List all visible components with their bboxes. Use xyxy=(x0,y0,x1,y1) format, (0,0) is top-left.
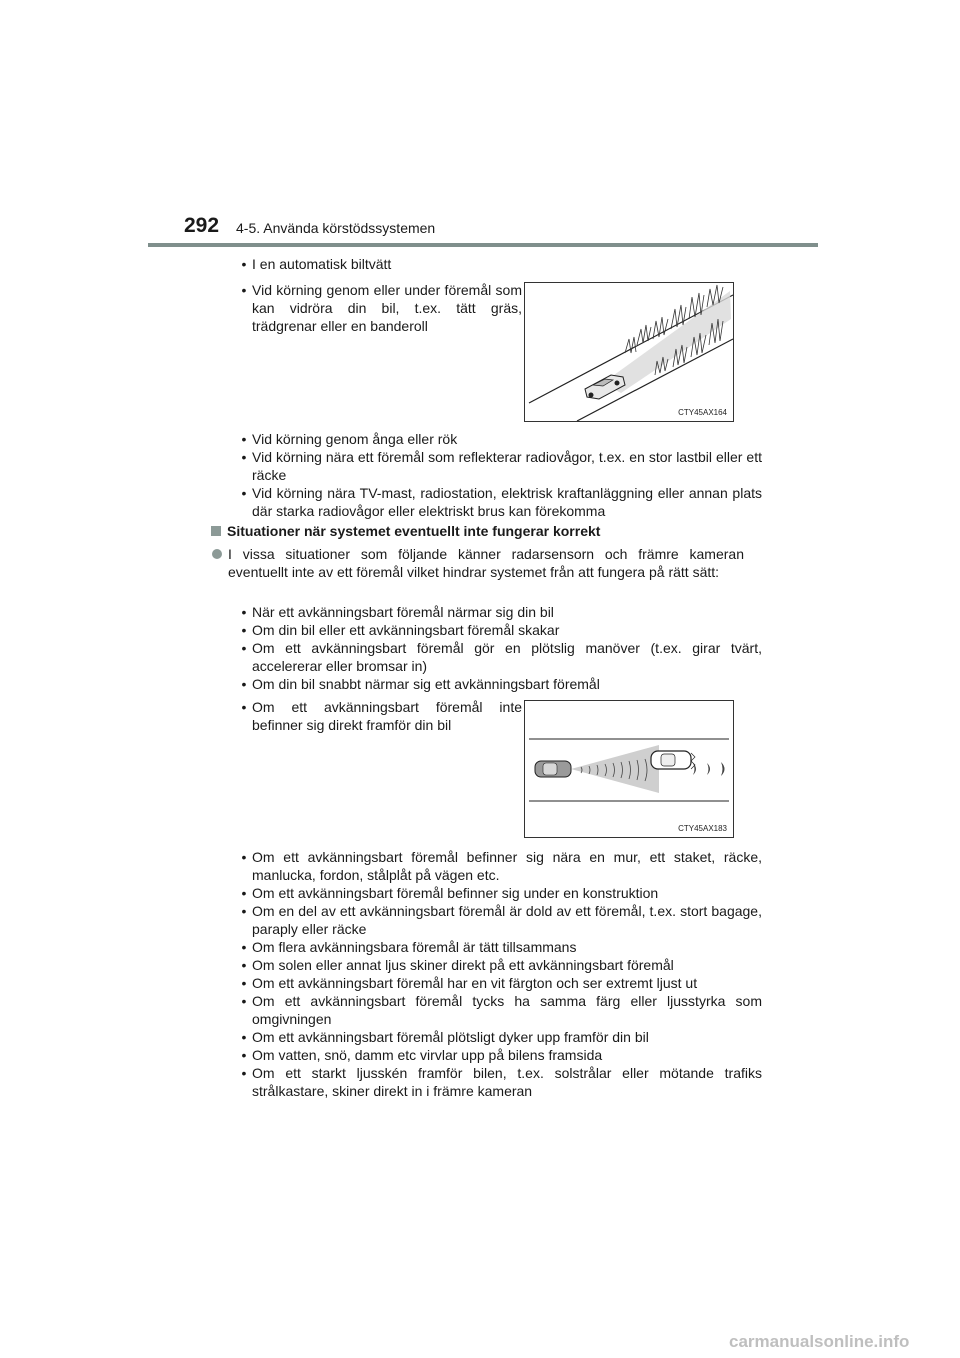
list-item: • Om ett avkänningsbart föremål befinner sig nära en mur, ett staket, räcke, manlucka, fordon, stålplåt på vägen etc. xyxy=(236,848,762,884)
list-item: • Vid körning genom ånga eller rök xyxy=(236,430,762,448)
list-item: • Vid körning genom eller under föremål som kan vidröra din bil, t.ex. tätt gräs, trädgrenar eller en banderoll xyxy=(236,281,522,335)
footer-watermark: carmanualsonline.info xyxy=(729,1332,910,1351)
figure-car-in-grass xyxy=(524,282,734,422)
list-item: • Om vatten, snö, damm etc virvlar upp på bilens framsida xyxy=(236,1046,762,1064)
square-bullet-icon xyxy=(211,526,221,536)
list-item: • Om ett avkänningsbart föremål befinner sig under en konstruktion xyxy=(236,884,762,902)
list-item: • Om flera avkänningsbara föremål är tätt tillsammans xyxy=(236,938,762,956)
figure-offset-vehicle xyxy=(524,700,734,838)
circle-bullet-icon xyxy=(212,549,222,559)
figure-code: CTY45AX183 xyxy=(678,824,727,833)
list-item: • Om ett starkt ljusskén framför bilen, t.ex. solstrålar eller mötande trafiks strålkastare, skiner direkt in i främre kameran xyxy=(236,1064,762,1100)
car-grass-illustration xyxy=(525,283,733,421)
list-item: • När ett avkänningsbart föremål närmar sig din bil xyxy=(236,603,762,621)
list-item: • Vid körning nära ett föremål som reflekterar radiovågor, t.ex. en stor lastbil eller ett räcke xyxy=(236,448,762,484)
section-intro: I vissa situationer som följande känner radarsensorn och främre kameran eventuellt inte av ett föremål vilket hindrar systemet från att fungera på rätt sätt: xyxy=(228,545,744,581)
list-item: • Om ett avkänningsbart föremål tycks ha samma färg eller ljusstyrka som omgivningen xyxy=(236,992,762,1028)
figure-code: CTY45AX164 xyxy=(678,408,727,417)
offset-vehicle-illustration xyxy=(525,701,733,837)
list-item: • Vid körning nära TV-mast, radiostation, elektrisk kraftanläggning eller annan plats där starka radiovågor eller elektriskt brus kan förekomma xyxy=(236,484,762,520)
list-item: • Om din bil snabbt närmar sig ett avkänningsbart föremål xyxy=(236,675,762,693)
list-item: • Om ett avkänningsbart föremål inte befinner sig direkt framför din bil xyxy=(236,698,522,734)
page-number: 292 xyxy=(184,214,220,237)
header-divider xyxy=(148,243,818,247)
list-item: • Om din bil eller ett avkänningsbart föremål skakar xyxy=(236,621,762,639)
list-item: • Om ett avkänningsbart föremål plötsligt dyker upp framför din bil xyxy=(236,1028,762,1046)
list-item: • Om ett avkänningsbart föremål har en vit färgton och ser extremt ljust ut xyxy=(236,974,762,992)
running-header: 4-5. Använda körstödssystemen xyxy=(236,220,436,236)
list-item: • Om solen eller annat ljus skiner direkt på ett avkänningsbart föremål xyxy=(236,956,762,974)
list-item: • I en automatisk biltvätt xyxy=(236,255,522,273)
list-item: • Om en del av ett avkänningsbart föremål är dold av ett föremål, t.ex. stort bagage, paraply eller räcke xyxy=(236,902,762,938)
list-item: • Om ett avkänningsbart föremål gör en plötslig manöver (t.ex. girar tvärt, accelererar eller bromsar in) xyxy=(236,639,762,675)
section-heading: Situationer när systemet eventuellt inte fungerar korrekt xyxy=(211,522,600,540)
